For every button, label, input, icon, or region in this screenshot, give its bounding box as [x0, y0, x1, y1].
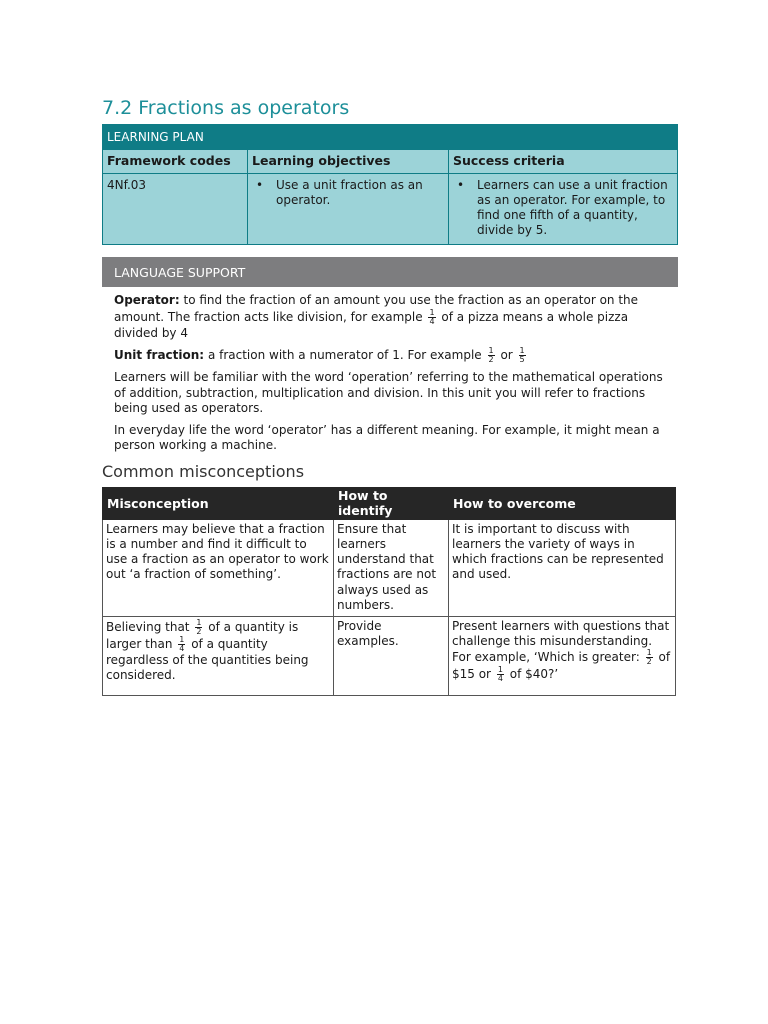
operation-paragraph: Learners will be familiar with the word ‘operation’ referring to the mathematical operations of addition, subtraction, multiplication and division. In this unit you will refer to fractions being used as operators. [114, 370, 663, 415]
misconceptions-table [102, 487, 676, 696]
identify-cell: Provide examples. [334, 616, 449, 695]
misconceptions-heading: Common misconceptions [102, 462, 305, 481]
bullet-icon: • [457, 178, 465, 192]
fraction-one-half: $\frac{1}{2}$ [488, 346, 494, 364]
unit-fraction-term: Unit fraction: [114, 348, 205, 362]
unit-fraction-text: a fraction with a numerator of 1. For example [207, 348, 482, 362]
header-framework-codes: Framework codes [103, 150, 248, 174]
bullet-icon: • [256, 178, 264, 192]
header-learning-objectives: Learning objectives [248, 150, 449, 174]
table-row [103, 616, 676, 695]
learning-plan-banner: LEARNING PLAN [103, 125, 678, 150]
header-misconception: Misconception [103, 488, 334, 520]
language-support-banner: LANGUAGE SUPPORT [102, 257, 678, 287]
operator-meaning-paragraph: In everyday life the word ‘operator’ has a different meaning. For example, it might mean a person working a machine. [114, 422, 660, 452]
unit-fraction-definition [114, 347, 666, 364]
success-criteria-cell [449, 174, 678, 245]
identify-cell: Ensure that learners understand that fractions are not always used as numbers. [334, 519, 449, 616]
learning-objective-cell [248, 174, 449, 245]
language-support-box [102, 257, 678, 457]
header-success-criteria: Success criteria [449, 150, 678, 174]
table-row [103, 519, 676, 616]
operator-definition [114, 293, 666, 341]
fraction-one-half: $\frac{1}{2}$ [196, 617, 202, 636]
page [102, 92, 678, 696]
misconception-cell: Learners may believe that a fraction is a number and find it difficult to use a fraction as an operator to work out ‘a fraction of something’. [103, 519, 334, 616]
success-criteria: Learners can use a unit fraction as an operator. For example, to find one fifth of a quantity, divide by 5. [477, 178, 668, 237]
fraction-one-quarter: $\frac{1}{4}$ [179, 634, 185, 653]
header-how-to-overcome: How to overcome [449, 488, 676, 520]
overcome-cell: Present learners with questions that challenge this misunderstanding. For example, ‘Which is greater: $\frac{1}{2}$ of $15 or $\frac{1}{4}$ of $40?’ [449, 616, 676, 695]
learning-plan-table [102, 124, 678, 245]
framework-code: 4Nf.03 [103, 174, 248, 245]
fraction-one-fifth: $\frac{1}{5}$ [519, 346, 525, 364]
page-title: 7.2 Fractions as operators [102, 97, 350, 119]
fraction-one-half: $\frac{1}{2}$ [646, 648, 652, 667]
overcome-cell: It is important to discuss with learners the variety of ways in which fractions can be represented and used. [449, 519, 676, 616]
or-text: or [500, 348, 513, 362]
operator-term: Operator: [114, 293, 180, 307]
misconception-cell: Believing that $\frac{1}{2}$ of a quantity is larger than $\frac{1}{4}$ of a quantity regardless of the quantities being considered. [103, 616, 334, 695]
learning-objective: Use a unit fraction as an operator. [276, 178, 423, 207]
fraction-one-quarter: $\frac{1}{4}$ [497, 665, 503, 684]
header-how-to-identify: How to identify [334, 488, 449, 520]
fraction-one-quarter: $\frac{1}{4}$ [429, 307, 435, 326]
operator-text-cont: of a pizza means a whole pizza divided by 4 [114, 309, 629, 340]
operator-text: to find the fraction of an amount you use the fraction as an operator on the amount. The fraction acts like division, for example [114, 293, 639, 324]
